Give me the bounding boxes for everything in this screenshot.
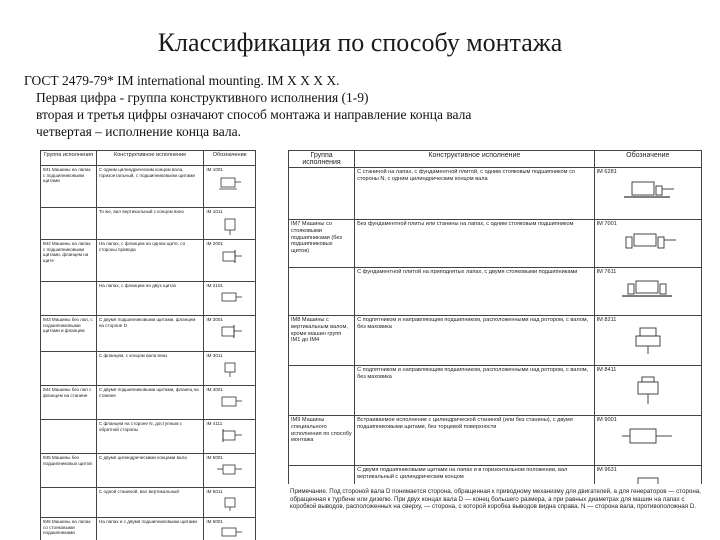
row-code: IM 5011 xyxy=(206,489,223,494)
row-desc: С одним цилиндрическим концом вала, горизонтальный, с подшипниковыми щитами xyxy=(96,166,204,208)
motor-sketch-icon xyxy=(217,175,243,191)
row-group: IM5 Машины без подшипниковых щитов xyxy=(41,454,97,488)
row-group: IM2 Машины на лапах с подшипниковыми щитами, фланцем на щите xyxy=(41,240,97,282)
row-code: IM 2001 xyxy=(206,241,223,246)
table-row xyxy=(289,466,702,485)
intro-line-4: четвертая – исполнение конца вала. xyxy=(36,124,241,139)
built-in-machine-sketch-icon xyxy=(618,426,678,448)
row-desc: С двумя подшипниковыми щитами на лапах и в горизонтальном положении, вал вертикальный с цилиндрическим концом xyxy=(355,466,595,485)
row-code: IM 1001 xyxy=(206,167,223,172)
motor-flange-sketch-icon xyxy=(217,249,243,265)
row-code: IM 3001 xyxy=(206,317,223,322)
left-header-code: Обозначение xyxy=(204,151,256,166)
row-desc: С станиной на лапах, с фундаментной плитой, с одним стояковым подшипником со стороны N, с одним цилиндрическим концом вала xyxy=(355,168,595,220)
row-desc: С фундаментной плитой на приподнятых лапах, с двумя стояковыми подшипниками xyxy=(355,268,595,316)
table-row xyxy=(289,416,702,466)
row-group: IM3 Машины без лап, с подшипниковыми щитами и фланцем xyxy=(41,316,97,352)
table-row xyxy=(41,488,256,518)
motor-sketch-icon xyxy=(217,291,243,305)
row-code: IM 8211 xyxy=(596,317,617,323)
table-row xyxy=(289,168,702,220)
motor-sketch-icon xyxy=(217,463,243,477)
row-code: IM 4001 xyxy=(206,387,223,392)
row-desc: С двумя цилиндрическими концами вала xyxy=(96,454,204,488)
row-group: IM9 Машины специального исполнения по способу монтажа xyxy=(289,416,355,466)
left-header-desc: Конструктивное исполнение xyxy=(96,151,204,166)
table-row xyxy=(41,420,256,454)
row-code: IM 6281 xyxy=(596,169,617,175)
row-code: IM 7001 xyxy=(596,221,617,227)
table-note: Примечание. Под стороной вала D понимается сторона, обращенная к приводному механизму для двигателей, а для генераторов — сторона, обращенная к турбине или дизелю. При двух концах вала D — конец большего размера, а при равных диаметрах для машин на лапах с коробкой выводов, расположенных на сверху, — сторона, с которой коробка выводов видна справа. N — сторона вала, противоположная D. xyxy=(290,488,701,511)
motor-vertical-sketch-icon xyxy=(220,361,240,377)
row-code: IM 8411 xyxy=(596,367,617,373)
intro-line-2: Первая цифра - группа конструктивного исполнения (1-9) xyxy=(36,90,369,105)
table-row xyxy=(41,316,256,352)
table-row xyxy=(41,518,256,540)
left-header-group: Группа исполнения xyxy=(41,151,97,166)
row-desc: С одной станиной, вал вертикальный xyxy=(96,488,204,518)
row-group xyxy=(289,168,355,220)
vertical-machine-sketch-icon xyxy=(628,376,668,404)
row-desc: На лапах, с фланцем на одном щите, со стороны привода xyxy=(96,240,204,282)
row-group: IM6 Машины на лапах со стояковыми подшипниками xyxy=(41,518,97,540)
table-row xyxy=(41,352,256,386)
right-header-desc: Конструктивное исполнение xyxy=(355,151,595,168)
row-desc: На лапах, с фланцем на двух щитах xyxy=(96,282,204,316)
motor-vertical-sketch-icon xyxy=(220,497,240,511)
vertical-machine-sketch-icon xyxy=(628,476,668,484)
row-group: IM7 Машины со стояковыми подшипниками (без подшипниковых щитов) xyxy=(289,220,355,268)
right-header-group: Группа исполнения xyxy=(289,151,355,168)
row-code: IM 5001 xyxy=(206,455,223,460)
vertical-machine-sketch-icon xyxy=(628,326,668,354)
machine-plate-sketch-icon xyxy=(618,178,678,202)
motor-sketch-icon xyxy=(217,395,243,409)
right-header-code: Обозначение xyxy=(594,151,701,168)
table-row xyxy=(41,282,256,316)
row-group xyxy=(41,488,97,518)
row-group xyxy=(41,420,97,454)
row-group xyxy=(289,366,355,416)
intro-block xyxy=(20,72,700,140)
row-code: IM 2101 xyxy=(206,283,223,288)
row-code: IM 1011 xyxy=(206,209,223,214)
row-desc: Встраиваемое исполнение с цилиндрической станиной (или без станины), с двумя подшипниковыми щитами, без торцевой поверхности xyxy=(355,416,595,466)
row-group xyxy=(289,268,355,316)
table-row xyxy=(289,268,702,316)
row-code: IM 6001 xyxy=(206,519,223,524)
row-code: IM 9631 xyxy=(596,467,617,473)
slide-title: Классификация по способу монтажа xyxy=(157,28,563,57)
right-scanned-table xyxy=(288,150,702,484)
left-table xyxy=(40,150,256,540)
row-group xyxy=(289,466,355,485)
table-row xyxy=(41,240,256,282)
motor-flange-sketch-icon xyxy=(217,325,243,339)
table-row xyxy=(41,454,256,488)
row-group: IM4 Машины без лап с фланцем на станине xyxy=(41,386,97,420)
motor-vertical-sketch-icon xyxy=(220,217,240,235)
table-row xyxy=(289,366,702,416)
table-row xyxy=(41,208,256,240)
row-desc: С двумя подшипниковыми щитами, фланец на станине xyxy=(96,386,204,420)
row-code: IM 7611 xyxy=(596,269,617,275)
row-group xyxy=(41,282,97,316)
table-row xyxy=(41,166,256,208)
row-desc: С двумя подшипниковыми щитами, фланцем на стороне D xyxy=(96,316,204,352)
machine-plate-sketch-icon xyxy=(618,278,678,300)
row-desc: С подпятником и направляющим подшипником, расположенными над ротором, с валом, без маховика xyxy=(355,366,595,416)
row-code: IM 9001 xyxy=(596,417,617,423)
motor-flange-sketch-icon xyxy=(217,429,243,443)
machine-bearing-sketch-icon xyxy=(618,230,678,252)
table-row xyxy=(41,386,256,420)
row-desc: С подпятником и направляющим подшипником, расположенными над ротором, с валом, без маховика xyxy=(355,316,595,366)
row-code: IM 4111 xyxy=(206,421,223,426)
row-desc: На лапах и с двумя подшипниковыми щитами xyxy=(96,518,204,540)
intro-line-1: ГОСТ 2479-79* IM international mounting. IM X X X X. xyxy=(24,73,340,88)
row-group xyxy=(41,208,97,240)
table-row xyxy=(289,220,702,268)
row-desc: То же, вал вертикальный с концом вниз xyxy=(96,208,204,240)
right-table xyxy=(288,150,702,484)
motor-sketch-icon xyxy=(217,527,243,539)
intro-line-3: вторая и третья цифры означают способ монтажа и направление конца вала xyxy=(36,107,472,122)
left-scanned-table xyxy=(40,150,256,540)
row-desc: С фланцем на стороне N, доступным с обратной стороны xyxy=(96,420,204,454)
table-row xyxy=(289,316,702,366)
row-desc: С фланцем, с концом вала вниз xyxy=(96,352,204,386)
row-group xyxy=(41,352,97,386)
row-group: IM8 Машины с вертикальным валом, кроме машин групп IM1 до IM4 xyxy=(289,316,355,366)
row-group: IM1 Машины на лапах с подшипниковыми щитами xyxy=(41,166,97,208)
row-code: IM 3011 xyxy=(206,353,223,358)
row-desc: Без фундаментной плиты или станины на лапах, с одним стояковым подшипником xyxy=(355,220,595,268)
